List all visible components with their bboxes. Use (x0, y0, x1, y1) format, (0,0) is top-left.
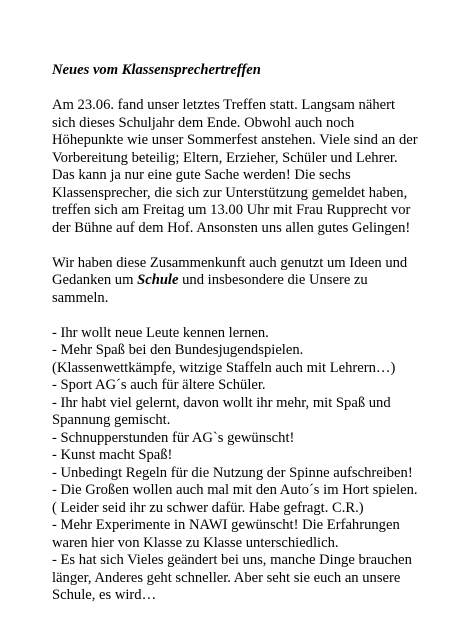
emphasized-word: Schule (137, 272, 179, 288)
list-item: - Kunst macht Spaß! (52, 447, 173, 463)
paragraph-ideas (52, 255, 424, 308)
list-item: - Mehr Experimente in NAWI gewünscht! Die Erfahrungen (52, 517, 400, 533)
paragraph-line: sammeln. (52, 289, 109, 306)
list-item: länger, Anderes geht schneller. Aber seht sie euch an unsere (52, 569, 401, 586)
paragraph-line: Klassensprecher, die sich zur Unterstützung gemeldet haben, (52, 184, 408, 201)
list-item: - Schnupperstunden für AG`s gewünscht! (52, 429, 295, 446)
list-item: - Unbedingt Regeln für die Nutzung der Spinne aufschreiben! (52, 464, 413, 481)
paragraph-meeting (52, 97, 424, 237)
paragraph-line: sich dieses Schuljahr dem Ende. Obwohl auch noch (52, 114, 355, 131)
list-item: (Klassenwettkämpfe, witzige Staffeln auch mit Lehrern…) (52, 359, 396, 376)
text-segment: Gedanken um (52, 272, 138, 288)
wish-list (52, 325, 424, 605)
list-item: Spannung gemischt. (52, 412, 171, 428)
list-item: Schule, es wird… (52, 587, 157, 603)
paragraph-line: Höhepunkte wie unser Sommerfest anstehen. Viele sind an der (52, 132, 418, 148)
text-segment: und insbesondere die Unsere zu (178, 272, 368, 288)
list-item: - Mehr Spaß bei den Bundesjugendspielen. (52, 342, 304, 358)
paragraph-line: der Bühne auf dem Hof. Ansonsten uns allen gutes Gelingen! (52, 219, 411, 236)
list-item: - Sport AG´s auch für ältere Schüler. (52, 377, 266, 393)
document-title: Neues vom Klassensprechertreffen (52, 62, 261, 78)
paragraph-line: Am 23.06. fand unser letztes Treffen statt. Langsam nähert (52, 97, 396, 113)
list-item: waren hier von Klasse zu Klasse unterschiedlich. (52, 534, 339, 551)
paragraph-line (52, 272, 424, 290)
list-item: - Ihr wollt neue Leute kennen lernen. (52, 324, 269, 341)
paragraph-line: Wir haben diese Zusammenkunft auch genutzt um Ideen und (52, 254, 408, 271)
paragraph-line: treffen sich am Freitag um 13.00 Uhr mit Frau Rupprecht vor (52, 202, 411, 218)
document-body (52, 62, 424, 622)
list-item: - Ihr habt viel gelernt, davon wollt ihr mehr, mit Spaß und (52, 394, 391, 411)
list-item: - Es hat sich Vieles geändert bei uns, manche Dinge brauchen (52, 552, 412, 568)
paragraph-line: Vorbereitung beteilig; Eltern, Erzieher, Schüler und Lehrer. (52, 149, 398, 166)
paragraph-line: Das kann ja nur eine gute Sache werden! Die sechs (52, 167, 351, 183)
list-item: ( Leider seid ihr zu schwer dafür. Habe gefragt. C.R.) (52, 499, 364, 516)
list-item: - Die Großen wollen auch mal mit den Auto´s im Hort spielen. (52, 482, 418, 498)
